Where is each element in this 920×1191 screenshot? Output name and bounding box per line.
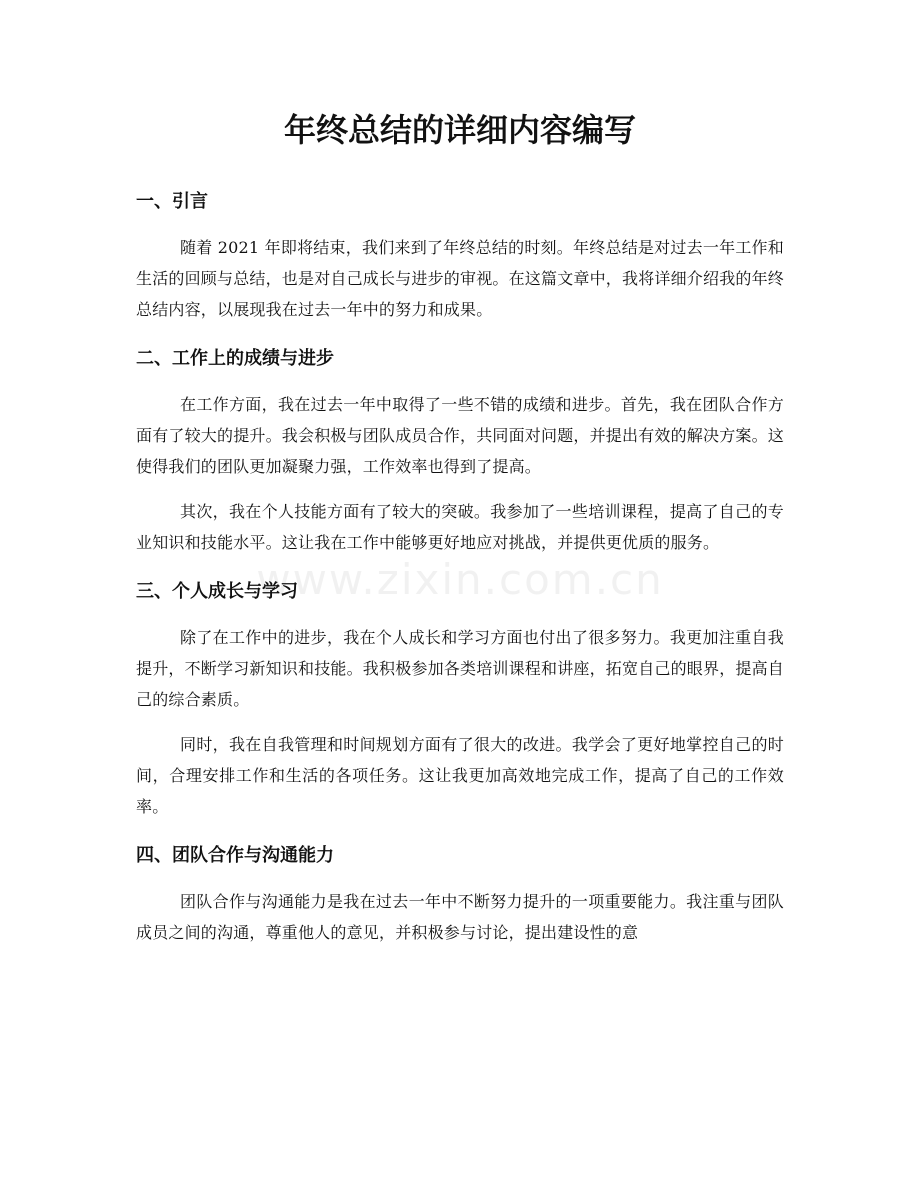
section-teamwork-communication bbox=[136, 836, 784, 948]
section-heading: 二、工作上的成绩与进步 bbox=[136, 348, 334, 369]
document-title: 年终总结的详细内容编写 bbox=[283, 111, 636, 149]
document-body bbox=[136, 182, 784, 962]
section-heading: 一、引言 bbox=[136, 191, 208, 212]
paragraph: 除了在工作中的进步，我在个人成长和学习方面也付出了很多努力。我更加注重自我提升，不断学习新知识和技能。我积极参加各类培训课程和讲座，拓宽自己的眼界，提高自己的综合素质。 bbox=[136, 628, 785, 709]
paragraph: 在工作方面，我在过去一年中取得了一些不错的成绩和进步。首先，我在团队合作方面有了较大的提升。我会积极与团队成员合作，共同面对问题，并提出有效的解决方案。这使得我们的团队更加凝聚力强，工作效率也得到了提高。 bbox=[136, 395, 785, 476]
section-heading: 三、个人成长与学习 bbox=[136, 581, 298, 602]
paragraph: 随着 2021 年即将结束，我们来到了年终总结的时刻。年终总结是对过去一年工作和生活的回顾与总结，也是对自己成长与进步的审视。在这篇文章中，我将详细介绍我的年终总结内容，以展现我在过去一年中的努力和成果。 bbox=[136, 238, 785, 319]
watermark: www.zixin.com.cn bbox=[256, 555, 664, 604]
section-introduction bbox=[136, 182, 784, 325]
section-work-achievements bbox=[136, 339, 784, 558]
paragraph: 团队合作与沟通能力是我在过去一年中不断努力提升的一项重要能力。我注重与团队成员之间的沟通，尊重他人的意见，并积极参与讨论，提出建设性的意 bbox=[136, 892, 784, 942]
paragraph: 同时，我在自我管理和时间规划方面有了很大的改进。我学会了更好地掌控自己的时间，合理安排工作和生活的各项任务。这让我更加高效地完成工作，提高了自己的工作效率。 bbox=[136, 735, 784, 816]
section-heading: 四、团队合作与沟通能力 bbox=[136, 845, 334, 866]
section-personal-growth bbox=[136, 572, 784, 822]
paragraph: 其次，我在个人技能方面有了较大的突破。我参加了一些培训课程，提高了自己的专业知识和技能水平。这让我在工作中能够更好地应对挑战，并提供更优质的服务。 bbox=[136, 502, 784, 552]
